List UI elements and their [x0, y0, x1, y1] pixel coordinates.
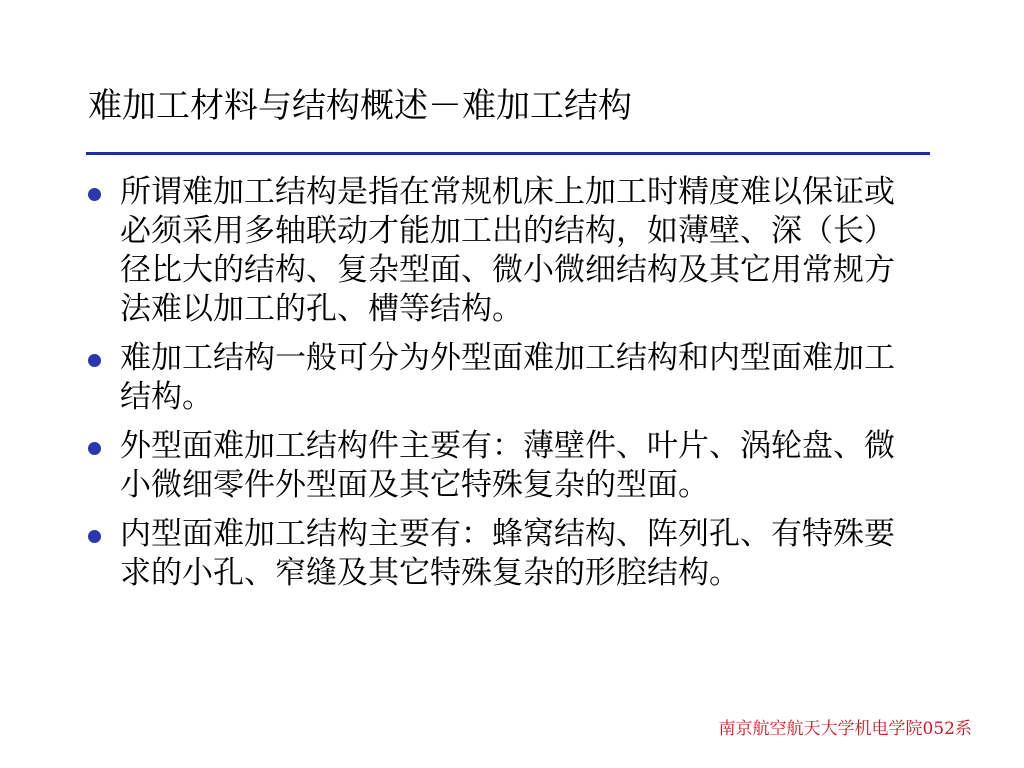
footer-credit: 南京航空航天大学机电学院052系 [718, 719, 972, 739]
bullet-dot-icon [88, 188, 101, 201]
bullet-item [86, 173, 916, 329]
bullet-text: 内型面难加工结构主要有：蜂窝结构、阵列孔、有特殊要求的小孔、窄缝及其它特殊复杂的形腔结构。 [120, 516, 895, 591]
title-divider [86, 152, 930, 155]
slide-title: 难加工材料与结构概述－难加工结构 [88, 86, 632, 126]
bullet-text: 难加工结构一般可分为外型面难加工结构和内型面难加工结构。 [120, 340, 895, 415]
bullet-text: 外型面难加工结构件主要有：薄壁件、叶片、涡轮盘、微小微细零件外型面及其它特殊复杂的型面。 [120, 428, 895, 503]
bullet-dot-icon [88, 354, 101, 367]
bullet-item [86, 427, 916, 505]
bullet-dot-icon [88, 530, 101, 543]
bullet-item [86, 515, 916, 593]
bullet-item [86, 339, 916, 417]
bullet-text: 所谓难加工结构是指在常规机床上加工时精度难以保证或必须采用多轴联动才能加工出的结构，如薄壁、深（长）径比大的结构、复杂型面、微小微细结构及其它用常规方法难以加工的孔、槽等结构。 [120, 174, 895, 327]
bullet-list [86, 173, 916, 603]
bullet-dot-icon [88, 442, 101, 455]
